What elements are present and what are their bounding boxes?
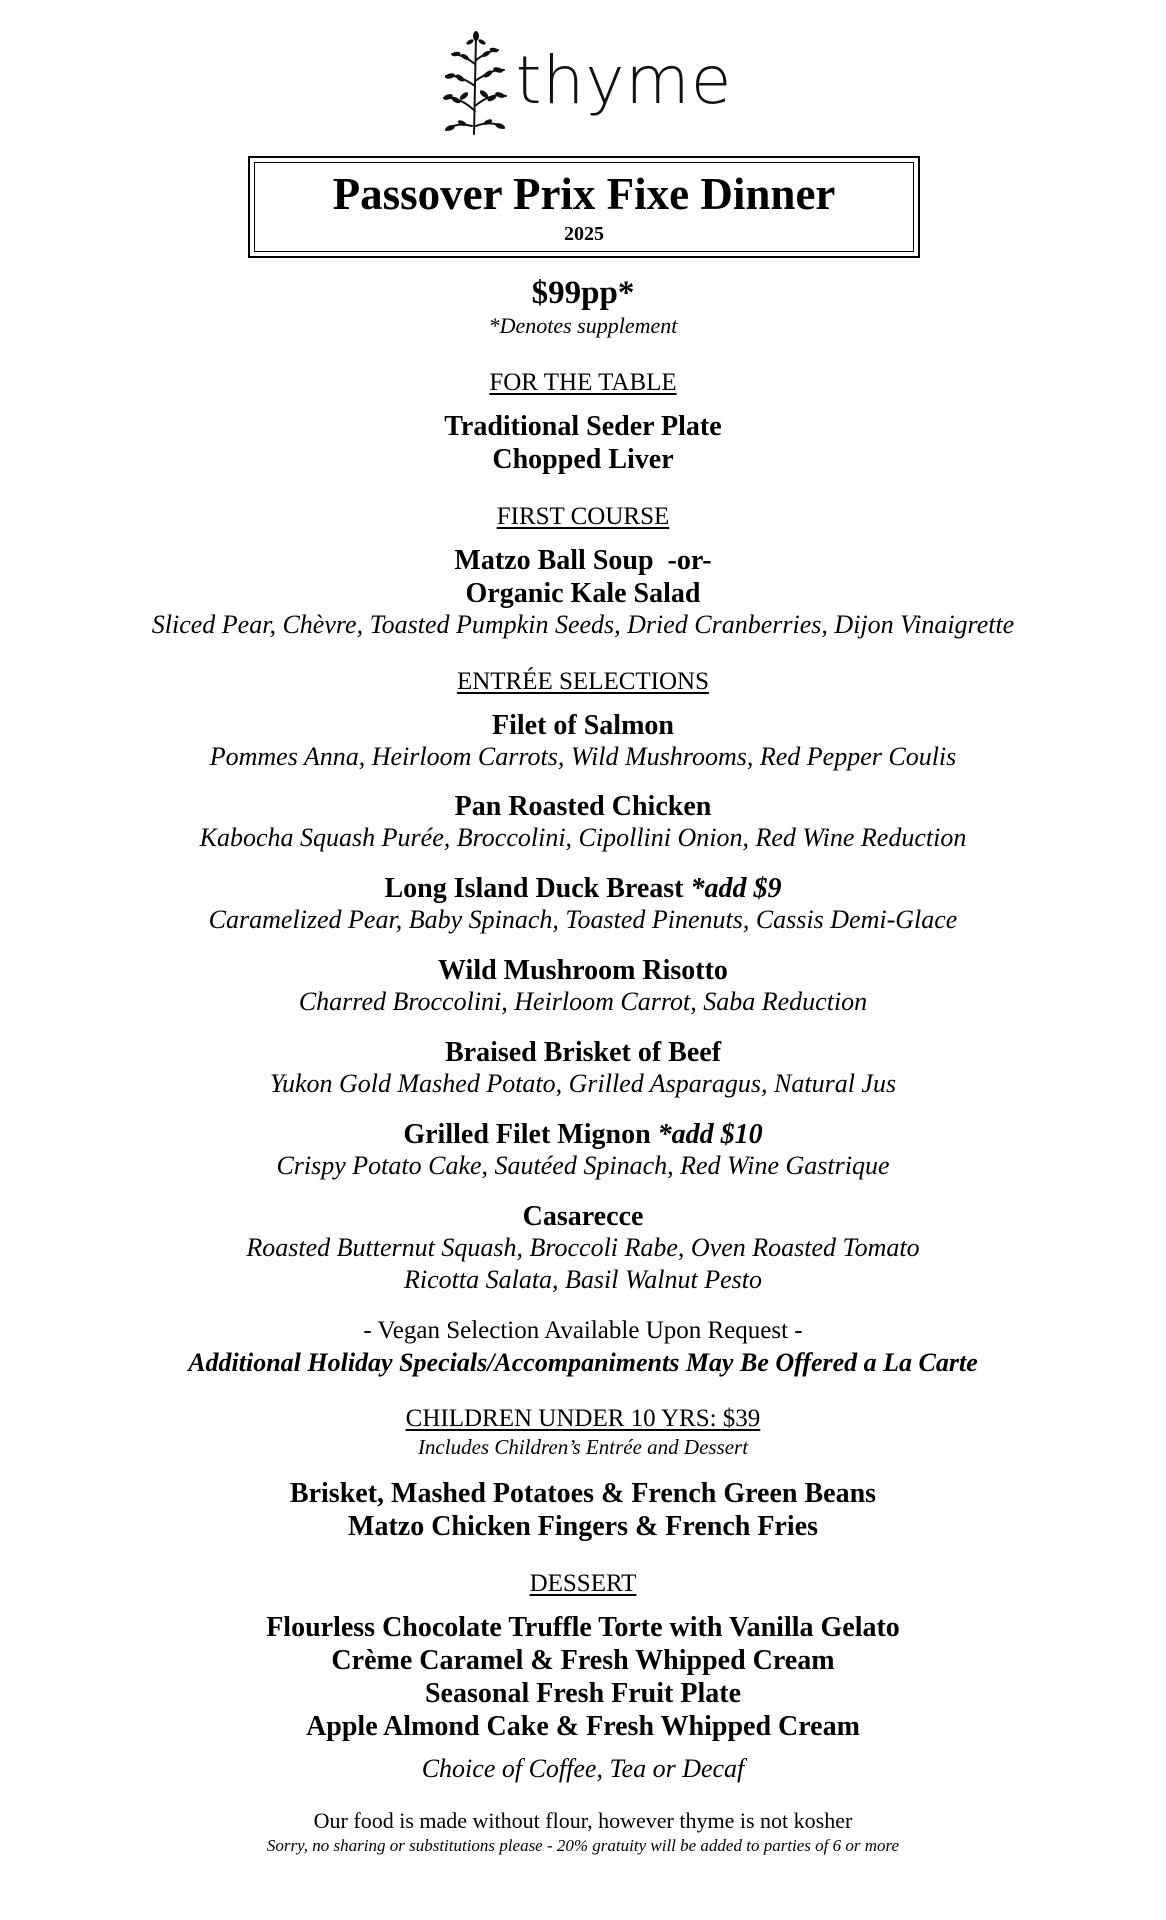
entree-name: Wild Mushroom Risotto [438, 955, 728, 986]
entree-name: Casarecce [522, 1201, 644, 1232]
entree-description: Crispy Potato Cake, Sautéed Spinach, Red Wine Gastrique [276, 1151, 890, 1180]
entree-supplement: *add $10 [657, 1119, 763, 1150]
menu-year: 2025 [564, 223, 604, 245]
holiday-specials-note: Additional Holiday Specials/Accompaniments May Be Offered a La Carte [188, 1348, 978, 1377]
dessert-item: Apple Almond Cake & Fresh Whipped Cream [306, 1711, 860, 1742]
dessert-item: Seasonal Fresh Fruit Plate [424, 1678, 741, 1709]
entree-name-row [0, 1118, 1166, 1151]
section-heading-for-the-table: FOR THE TABLE [489, 369, 677, 396]
kosher-note: Our food is made without flour, however thyme is not kosher [313, 1808, 853, 1833]
entree-description: Roasted Butternut Squash, Broccoli Rabe, Oven Roasted Tomato [246, 1233, 920, 1262]
children-item: Brisket, Mashed Potatoes & French Green Beans [289, 1478, 877, 1509]
entree-name: Pan Roasted Chicken [454, 791, 712, 822]
children-note: Includes Children’s Entrée and Dessert [417, 1435, 749, 1459]
entree-name: Filet of Salmon [492, 710, 674, 741]
prix-fixe-price: $99pp* [531, 275, 635, 311]
first-course-option-salad: Organic Kale Salad [465, 578, 701, 609]
entree-name-row [0, 872, 1166, 905]
children-item: Matzo Chicken Fingers & French Fries [348, 1511, 818, 1542]
section-heading-children: CHILDREN UNDER 10 YRS: $39 [405, 1405, 761, 1432]
policy-note: Sorry, no sharing or substitutions please - 20% gratuity will be added to parties of 6 or more [266, 1836, 900, 1855]
entree-name: Braised Brisket of Beef [444, 1037, 722, 1068]
salad-description: Sliced Pear, Chèvre, Toasted Pumpkin Seeds, Dried Cranberries, Dijon Vinaigrette [151, 610, 1015, 639]
title-box [248, 156, 920, 258]
section-heading-first-course: FIRST COURSE [496, 503, 670, 530]
entree-description-continued: Ricotta Salata, Basil Walnut Pesto [404, 1265, 762, 1294]
supplement-note: *Denotes supplement [488, 313, 678, 338]
table-item: Traditional Seder Plate [444, 411, 722, 442]
entree-name: Grilled Filet Mignon [403, 1119, 651, 1150]
entree-description: Pommes Anna, Heirloom Carrots, Wild Mushrooms, Red Pepper Coulis [209, 742, 957, 771]
brand-name: thyme [515, 42, 733, 119]
first-course-option-soup: Matzo Ball Soup -or- [454, 545, 712, 576]
page-title: Passover Prix Fixe Dinner [332, 169, 836, 219]
section-heading-dessert: DESSERT [529, 1570, 637, 1597]
dessert-item: Crème Caramel & Fresh Whipped Cream [331, 1645, 835, 1676]
beverage-choice: Choice of Coffee, Tea or Decaf [421, 1754, 745, 1783]
entree-description: Caramelized Pear, Baby Spinach, Toasted Pinenuts, Cassis Demi-Glace [208, 905, 958, 934]
entree-name: Long Island Duck Breast [384, 873, 684, 904]
vegan-note: - Vegan Selection Available Upon Request - [363, 1317, 803, 1344]
entree-description: Kabocha Squash Purée, Broccolini, Cipollini Onion, Red Wine Reduction [199, 823, 967, 852]
table-item: Chopped Liver [492, 444, 674, 475]
brand-logo [0, 26, 1166, 138]
entree-description: Charred Broccolini, Heirloom Carrot, Saba Reduction [298, 987, 868, 1016]
section-heading-entrees: ENTRÉE SELECTIONS [456, 668, 710, 695]
entree-description: Yukon Gold Mashed Potato, Grilled Asparagus, Natural Jus [269, 1069, 897, 1098]
entree-supplement: *add $9 [690, 873, 782, 904]
dessert-item: Flourless Chocolate Truffle Torte with Vanilla Gelato [266, 1612, 900, 1643]
thyme-sprig-icon [434, 26, 514, 136]
